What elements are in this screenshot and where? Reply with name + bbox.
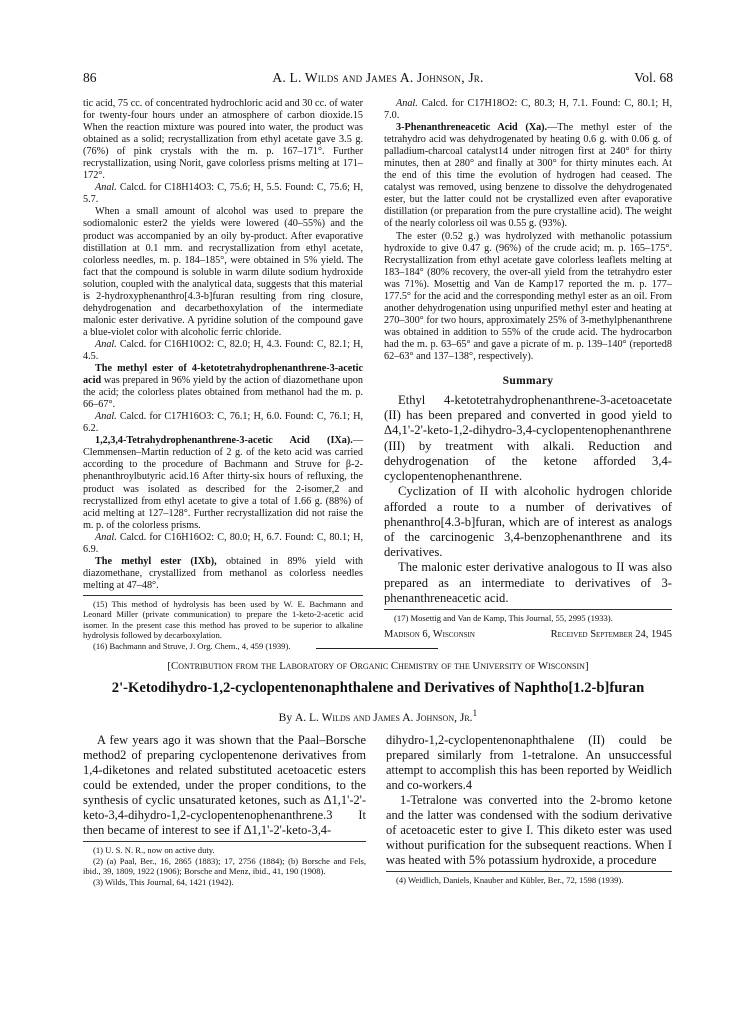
authors: A. L. Wilds and James A. Johnson, Jr. bbox=[294, 711, 473, 724]
analysis-line bbox=[83, 411, 363, 435]
paragraph-text: —The methyl ester of the tetrahydro acid was dehydrogenated by heating 0.6 g. with 0.06 g. of palladium-charcoal catalyst14 under nitrogen first at 240° for thirty minutes, then at 280° and finally at 300° for thirty minutes each. At the end of this time the evolution of hydrogen had ceased. The catalyst was removed, using benzene to dissolve the dehydrogenated ester, but the latter could not be crystallized even after evaporative distillation (or preparation from the pure crystalline acid). The weight of the nearly colorless oil was 0.55 g. (93%). bbox=[384, 122, 672, 230]
analysis-label: Anal. bbox=[95, 411, 117, 423]
right-column bbox=[384, 98, 672, 641]
analysis-text: Calcd. for C16H10O2: C, 82.0; H, 4.3. Found: C, 82.1; H, 4.5. bbox=[83, 338, 363, 362]
footnote: (2) (a) Paal, Ber., 16, 2865 (1883); 17, 2756 (1884); (b) Borsche and Fels, ibid., 39, 1809, 1922 (1906); Borsche and Menz, ibid., 41, 190 (1908). bbox=[83, 855, 366, 877]
received-date: Received September 24, 1945 bbox=[550, 629, 672, 641]
paragraph: The ester (0.52 g.) was hydrolyzed with methanolic potassium hydroxide to give 0.47 g. (96%) of the crude acid; m. p. 165–175°. Recrystallization from ethyl acetate gave colorless leaflets melting at 183–184° (80% recovery, the over-all yield from the tetrahydro ester was 71%). Mosettig and Van de Kamp17 reported the m. p. 177–177.5° for the acid and the corresponding methyl ester as an oil. From another dehydrogenation using unpurified methyl ester and heating at 270–300° for two hours, approximately 25% of 3-methylphenanthrene was obtained in addition to 55% of the crude acid. The hydrocarbon had the m. p. 63–65° and gave a picrate of m. p. 139–140° (reported8 62–63° and 137–138°, respectively). bbox=[384, 230, 672, 362]
analysis-text: Calcd. for C18H14O3: C, 75.6; H, 5.5. Found: C, 75.6; H, 5.7. bbox=[83, 182, 363, 206]
analysis-line bbox=[83, 532, 363, 556]
paragraph bbox=[83, 556, 363, 592]
summary-paragraph: Cyclization of II with alcoholic hydrogen chloride afforded a route to a number of derivatives of phenanthro[4.3-b]furan, which are of interest as analogs of the carcinogenic 3,4-benzophenanthrene and its derivatives. bbox=[384, 484, 672, 560]
analysis-label: Anal. bbox=[95, 338, 117, 350]
analysis-text: Calcd. for C17H16O3: C, 76.1; H, 6.0. Found: C, 76.1; H, 6.2. bbox=[83, 411, 363, 435]
footnote: (15) This method of hydrolysis has been used by W. E. Bachmann and Leonard Miller (private communication) to prepare the 1-keto-2-acetic acid isomer. In the present case this method has proved to be superior to alkaline hydrolysis followed by decarboxylation. bbox=[83, 598, 363, 641]
footnote-rule bbox=[83, 841, 366, 842]
article-right-column bbox=[386, 733, 672, 886]
section-divider bbox=[316, 648, 438, 649]
footnotes bbox=[386, 875, 672, 885]
analysis-line bbox=[83, 182, 363, 206]
byline bbox=[83, 708, 673, 724]
footnotes bbox=[83, 845, 366, 887]
summary-paragraph: Ethyl 4-ketotetrahydrophenanthrene-3-acetoacetate (II) has been prepared and converted in good yield to Δ4,1'-2'-keto-1,2-dihydro-3,4-cyclopentenophenanthrene (III) by treatment with alkali. Reduction and dehydrogenation of the ketone afforded 3,4-cyclopentenophenanthrene. bbox=[384, 393, 672, 484]
analysis-label: Anal. bbox=[95, 531, 117, 543]
compound-heading: 1,2,3,4-Tetrahydrophenanthrene-3-acetic Acid (IXa). bbox=[95, 435, 353, 447]
footnote-rule bbox=[384, 609, 672, 610]
left-column bbox=[83, 98, 363, 651]
signature-line bbox=[384, 629, 672, 641]
footnote: (4) Weidlich, Daniels, Knauber and Kübler, Ber., 72, 1598 (1939). bbox=[396, 875, 624, 886]
paragraph-text: —Clemmensen–Martin reduction of 2 g. of the keto acid was carried according to the procedure of Bachmann and Struve for β-2-phenanthroylbutyric acid.16 After thirty-six hours of refluxing, the product was isolated as described for the 2-isomer,2 and recrystallized from ethyl acetate to give a total of 1.66 g. (88%) of acid melting at 127–128°. Further recrystallization did not raise the m. p. of the colorless prisms. bbox=[83, 435, 363, 531]
article-body bbox=[386, 733, 672, 868]
paragraph bbox=[384, 122, 672, 230]
analysis-line bbox=[384, 98, 672, 122]
contribution-note bbox=[83, 660, 673, 672]
contribution-text: [Contribution from the Laboratory of Organic Chemistry of the University of Wisconsin] bbox=[167, 660, 589, 672]
paragraph: When a small amount of alcohol was used to prepare the sodiomalonic ester2 the yields were lowered (40–55%) and the product was accompanied by an oily by-product. After evaporative distillation at 0.1 mm. and recrystallization from ethyl acetate, colorless needles, m. p. 184–185°, were obtained in 5% yield. The fact that the compound is soluble in warm dilute sodium hydroxide solution, coupled with the analytical data, suggests that this material is 2-hydroxyphenanthro[4.3-b]furan resulting from ring closure, dehydrogenation and decarbethoxylation of the intermediate malonic ester derivative. A pyridine solution of the compound gave a blue-violet color with alcoholic ferric chloride. bbox=[83, 206, 363, 338]
paragraph: 1-Tetralone was converted into the 2-bromo ketone and the latter was condensed with the sodium derivative of acetoacetic ester to give I. This diketo ester was used without purification for the subsequent reactions. When I was heated with 5% potassium hydroxide, a procedure bbox=[386, 793, 672, 868]
running-header bbox=[83, 70, 673, 90]
compound-heading: The methyl ester of 4-ketotetrahydrophenanthrene-3-acetic acid bbox=[83, 363, 363, 387]
footnote: (1) U. S. N. R., now on active duty. bbox=[93, 845, 215, 856]
analysis-label: Anal. bbox=[95, 182, 117, 194]
analysis-line bbox=[83, 339, 363, 363]
paragraph-text: was prepared in 96% yield by the action of diazomethane upon the acid; the colorless plates obtained from methanol had the m. p. 66–67°. bbox=[83, 375, 363, 411]
summary-paragraph: The malonic ester derivative analogous to II was also prepared as an intermediate to derivatives of 3-phenanthreneacetic acid. bbox=[384, 560, 672, 605]
paragraph-text: obtained in 89% yield with diazomethane, crystallized from methanol as colorless needles melting at 47–48°. bbox=[83, 555, 364, 591]
analysis-label: Anal. bbox=[396, 98, 418, 109]
summary-section bbox=[384, 393, 672, 606]
analysis-text: Calcd. for C17H18O2: C, 80.3; H, 7.1. Found: C, 80.1; H, 7.0. bbox=[384, 98, 672, 122]
footnotes bbox=[83, 599, 363, 651]
article-body bbox=[83, 733, 366, 838]
location: Madison 6, Wisconsin bbox=[384, 629, 475, 641]
paragraph: dihydro-1,2-cyclopentenonaphthalene (II) could be prepared similarly from 1-tetralone. An unsuccessful attempt to accomplish this has been reported by Weidlich and co-workers.4 bbox=[386, 733, 672, 793]
footnote-rule bbox=[83, 595, 363, 596]
footnote: (17) Mosettig and Van de Kamp, This Journal, 55, 2995 (1933). bbox=[394, 612, 613, 623]
page-number: 86 bbox=[83, 70, 97, 85]
volume-label: Vol. 68 bbox=[634, 70, 673, 85]
paragraph: tic acid, 75 cc. of concentrated hydrochloric acid and 30 cc. of water for twenty-four hours under an atmosphere of carbon dioxide.15 When the reaction mixture was poured into water, the product was obtained as a solid; recrystallization from ethyl acetate gave 3.5 g. (76%) of pink crystals with the m. p. 167–171°. Further recrystallization, using Norit, gave colorless prisms melting at 171–172°. bbox=[83, 98, 363, 182]
compound-heading: The methyl ester (IXb), bbox=[95, 555, 217, 567]
author-footnote-mark: 1 bbox=[472, 708, 478, 719]
article-left-column bbox=[83, 733, 366, 887]
footnote-rule bbox=[386, 871, 672, 872]
summary-heading: Summary bbox=[502, 375, 554, 388]
footnotes bbox=[384, 613, 672, 623]
paragraph: A few years ago it was shown that the Paal–Borsche method2 of preparing cyclopentenone derivatives from 1,4-diketones and related substituted acetoacetic esters could be extended, under the proper conditions, to the synthesis of cyclic unsaturated ketones, such as Δ1,1'-2'-keto-3,4-dihydro-1,2-cyclopentenophenanthrene.3 It then became of interest to see if Δ1,1'-2'-keto-3,4- bbox=[83, 733, 366, 838]
analysis-text: Calcd. for C16H16O2: C, 80.0; H, 6.7. Found: C, 80.1; H, 6.9. bbox=[83, 531, 363, 555]
running-title: A. L. Wilds and James A. Johnson, Jr. bbox=[272, 70, 484, 85]
compound-heading: 3-Phenanthreneacetic Acid (Xa). bbox=[396, 122, 548, 134]
paragraph bbox=[83, 363, 363, 411]
byline-prefix: By bbox=[278, 711, 295, 724]
article-title: 2'-Ketodihydro-1,2-cyclopentenonaphthalene and Derivatives of Naphtho[1.2-b]furan bbox=[111, 680, 645, 696]
footnote: (3) Wilds, This Journal, 64, 1421 (1942). bbox=[93, 876, 234, 887]
footnote: (16) Bachmann and Struve, J. Org. Chem., 4, 459 (1939). bbox=[93, 640, 291, 651]
paragraph bbox=[83, 435, 363, 531]
